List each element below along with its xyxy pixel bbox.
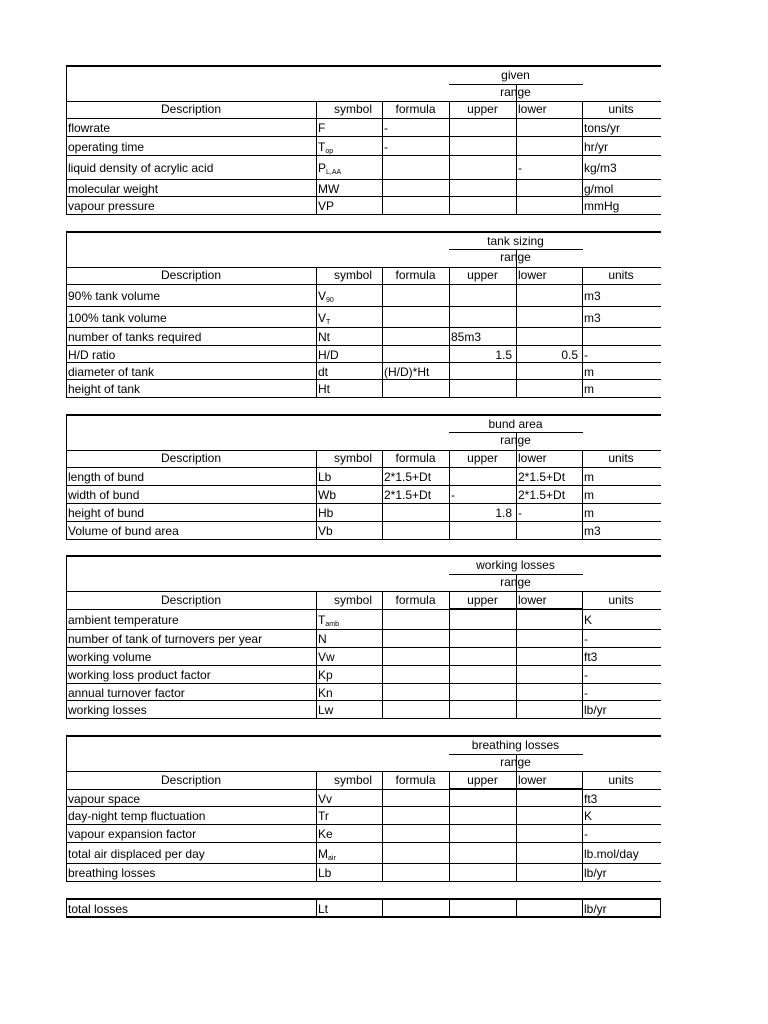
- section-bottom-border: [66, 718, 661, 719]
- symbol-cell[interactable]: $M_{air}$: [318, 847, 336, 862]
- description-cell[interactable]: width of bund: [68, 488, 140, 502]
- description-cell[interactable]: number of tank of turnovers per year: [68, 632, 263, 646]
- total-row-column-line: [516, 899, 517, 918]
- symbol-header: symbol: [333, 593, 372, 607]
- left-border: [66, 267, 67, 398]
- section-top-border: [66, 555, 661, 557]
- formula-cell[interactable]: 2*1.5+Dt: [384, 488, 432, 502]
- symbol-column-line: [316, 771, 317, 882]
- upper-header: upper: [467, 773, 498, 787]
- total-row-column-line: [66, 899, 67, 918]
- row-line: [66, 863, 661, 864]
- formula-header: formula: [395, 451, 436, 465]
- formula-cell[interactable]: -: [384, 140, 388, 154]
- symbol-column-line: [316, 101, 317, 215]
- symbol-cell[interactable]: Vw: [318, 650, 335, 664]
- description-cell[interactable]: vapour pressure: [68, 199, 155, 213]
- symbol-cell[interactable]: $T_{op}$: [318, 140, 334, 155]
- description-cell[interactable]: H/D ratio: [68, 348, 116, 362]
- row-line: [66, 806, 661, 807]
- formula-column-line: [382, 101, 383, 215]
- description-header: Description: [160, 593, 222, 607]
- units-cell[interactable]: -: [584, 686, 588, 700]
- symbol-cell[interactable]: MW: [318, 182, 340, 196]
- symbol-header: symbol: [333, 773, 372, 787]
- units-cell[interactable]: m: [584, 470, 594, 484]
- total-row-bottom-border: [66, 916, 661, 918]
- units-cell[interactable]: tons/yr: [584, 121, 621, 135]
- symbol-cell[interactable]: N: [318, 632, 327, 646]
- units-cell[interactable]: lb/yr: [584, 866, 607, 880]
- symbol-cell[interactable]: H/D: [318, 348, 339, 362]
- lower-column-line: [516, 754, 517, 882]
- symbol-cell[interactable]: $T_{amb}$: [318, 613, 339, 628]
- section-top-border: [66, 735, 661, 737]
- formula-header: formula: [395, 593, 436, 607]
- formula-cell[interactable]: -: [384, 121, 388, 135]
- row-line: [66, 196, 661, 197]
- symbol-cell[interactable]: Lb: [318, 470, 332, 484]
- units-header: units: [608, 773, 634, 787]
- section-title: tank sizing: [487, 234, 544, 248]
- row-line: [66, 629, 661, 630]
- upper-header: upper: [467, 593, 498, 607]
- lower-column-line: [516, 249, 517, 398]
- symbol-cell[interactable]: Wb: [318, 488, 336, 502]
- units-cell[interactable]: g/mol: [584, 182, 614, 196]
- description-cell[interactable]: vapour space: [68, 792, 141, 806]
- total-row-column-line: [582, 899, 583, 918]
- description-header: Description: [160, 773, 222, 787]
- row-line: [66, 327, 661, 328]
- units-cell[interactable]: lb.mol/day: [584, 847, 639, 861]
- total-symbol-cell[interactable]: Lt: [318, 902, 329, 916]
- upper-column-line: [449, 591, 450, 719]
- section-title: bund area: [488, 417, 543, 431]
- row-line: [66, 155, 661, 156]
- lower-cell[interactable]: -: [518, 506, 522, 520]
- section-top-border: [66, 231, 661, 233]
- lower-column-line: [516, 84, 517, 215]
- units-cell[interactable]: kg/m3: [584, 161, 617, 175]
- description-cell[interactable]: operating time: [68, 140, 145, 154]
- range-header: range: [500, 85, 531, 99]
- symbol-column-line: [316, 591, 317, 719]
- total-row-column-line: [382, 899, 383, 918]
- units-column-line: [582, 591, 583, 719]
- left-border: [66, 101, 67, 215]
- row-line: [66, 521, 661, 522]
- upper-cell[interactable]: 1.5: [495, 348, 512, 362]
- formula-header: formula: [395, 102, 436, 116]
- symbol-cell[interactable]: Kn: [318, 686, 333, 700]
- description-cell[interactable]: total air displaced per day: [68, 847, 205, 861]
- lower-cell[interactable]: 0.5: [561, 348, 578, 362]
- units-column-line: [582, 101, 583, 215]
- description-cell[interactable]: ambient temperature: [68, 613, 179, 627]
- symbol-subscript: L,AA: [326, 169, 342, 176]
- units-cell[interactable]: mmHg: [584, 199, 620, 213]
- row-line: [66, 842, 661, 843]
- units-column-line: [582, 267, 583, 398]
- symbol-header: symbol: [333, 268, 372, 282]
- units-cell[interactable]: hr/yr: [584, 140, 608, 154]
- formula-column-line: [382, 771, 383, 882]
- formula-cell[interactable]: 2*1.5+Dt: [384, 470, 432, 484]
- formula-header: formula: [395, 773, 436, 787]
- description-cell[interactable]: working volume: [68, 650, 152, 664]
- symbol-subscript: amb: [325, 621, 339, 628]
- lower-header: lower: [518, 451, 547, 465]
- symbol-cell[interactable]: Vb: [318, 524, 333, 538]
- row-line: [66, 609, 661, 610]
- symbol-subscript: air: [328, 855, 336, 862]
- description-cell[interactable]: length of bund: [68, 470, 145, 484]
- upper-header: upper: [467, 268, 498, 282]
- symbol-cell[interactable]: F: [318, 121, 326, 135]
- row-line: [66, 665, 661, 666]
- row-line: [66, 306, 661, 307]
- units-cell[interactable]: -: [584, 827, 588, 841]
- row-line: [66, 345, 661, 346]
- lower-column-line: [516, 574, 517, 719]
- section-bottom-border: [66, 881, 661, 882]
- units-cell[interactable]: K: [584, 809, 593, 823]
- header-row-line: [66, 771, 661, 772]
- lower-cell[interactable]: -: [518, 161, 522, 175]
- description-cell[interactable]: liquid density of acrylic acid: [68, 161, 214, 175]
- symbol-cell[interactable]: Kp: [318, 668, 333, 682]
- section-title: given: [501, 68, 530, 82]
- description-cell[interactable]: annual turnover factor: [68, 686, 185, 700]
- total-row-column-line: [449, 899, 450, 918]
- units-cell[interactable]: m3: [584, 311, 601, 325]
- section-top-border: [66, 65, 661, 67]
- row-line: [66, 485, 661, 486]
- symbol-subscript: 90: [326, 297, 334, 304]
- symbol-cell[interactable]: VP: [318, 199, 335, 213]
- row-line: [66, 179, 661, 180]
- symbol-header: symbol: [333, 451, 372, 465]
- section-bottom-border: [66, 397, 661, 398]
- row-line: [66, 118, 661, 119]
- symbol-cell[interactable]: Tr: [318, 809, 329, 823]
- upper-cell[interactable]: 1.8: [495, 506, 512, 520]
- upper-column-line: [449, 267, 450, 398]
- description-cell[interactable]: day-night temp fluctuation: [68, 809, 206, 823]
- units-cell[interactable]: -: [584, 668, 588, 682]
- formula-header: formula: [395, 268, 436, 282]
- row-line: [66, 824, 661, 825]
- lower-header: lower: [518, 268, 547, 282]
- upper-cell[interactable]: 85m3: [451, 330, 482, 344]
- formula-column-line: [382, 267, 383, 398]
- units-cell[interactable]: m: [584, 506, 594, 520]
- lower-cell[interactable]: 2*1.5+Dt: [518, 470, 566, 484]
- symbol-header: symbol: [333, 102, 372, 116]
- units-header: units: [608, 451, 634, 465]
- section-bottom-border: [66, 539, 661, 540]
- row-line: [66, 503, 661, 504]
- units-header: units: [608, 593, 634, 607]
- description-cell[interactable]: Volume of bund area: [68, 524, 179, 538]
- units-cell[interactable]: m: [584, 382, 594, 396]
- section-title: breathing losses: [471, 738, 560, 752]
- symbol-cell[interactable]: Lb: [318, 866, 332, 880]
- header-row-line: [66, 591, 661, 592]
- section-title: working losses: [476, 558, 555, 572]
- left-border: [66, 771, 67, 882]
- description-cell[interactable]: 90% tank volume: [68, 289, 161, 303]
- symbol-cell[interactable]: $P_{L,AA}$: [318, 161, 342, 176]
- units-cell[interactable]: m3: [584, 289, 601, 303]
- description-cell[interactable]: molecular weight: [68, 182, 159, 196]
- section-bottom-border: [66, 214, 661, 215]
- row-line: [66, 789, 661, 790]
- units-cell[interactable]: m: [584, 488, 594, 502]
- symbol-subscript: T: [326, 319, 331, 326]
- description-header: Description: [160, 102, 222, 116]
- units-cell[interactable]: -: [584, 632, 588, 646]
- lower-cell[interactable]: 2*1.5+Dt: [518, 488, 566, 502]
- lower-column-line: [516, 432, 517, 540]
- row-line: [66, 683, 661, 684]
- range-header: range: [500, 433, 531, 447]
- upper-header: upper: [467, 451, 498, 465]
- range-header: range: [500, 755, 531, 769]
- symbol-column-line: [316, 267, 317, 398]
- row-line: [66, 136, 661, 137]
- units-cell[interactable]: m3: [584, 524, 601, 538]
- lower-header: lower: [518, 593, 547, 607]
- description-cell[interactable]: breathing losses: [68, 866, 156, 880]
- symbol-cell[interactable]: dt: [318, 365, 329, 379]
- range-header: range: [500, 250, 531, 264]
- left-border: [66, 591, 67, 719]
- description-cell[interactable]: height of bund: [68, 506, 145, 520]
- row-line: [66, 467, 661, 468]
- description-header: Description: [160, 451, 222, 465]
- description-cell[interactable]: diameter of tank: [68, 365, 155, 379]
- row-line: [66, 379, 661, 380]
- range-header: range: [500, 575, 531, 589]
- units-cell[interactable]: ft3: [584, 792, 598, 806]
- units-header: units: [608, 268, 634, 282]
- total-description-cell[interactable]: total losses: [68, 902, 129, 916]
- upper-column-line: [449, 771, 450, 882]
- section-top-border: [66, 414, 661, 416]
- formula-column-line: [382, 591, 383, 719]
- units-cell[interactable]: -: [584, 348, 588, 362]
- units-cell[interactable]: K: [584, 613, 593, 627]
- description-cell[interactable]: flowrate: [68, 121, 111, 135]
- upper-header: upper: [467, 102, 498, 116]
- row-line: [66, 647, 661, 648]
- description-cell[interactable]: working losses: [68, 703, 147, 717]
- symbol-cell[interactable]: Ke: [318, 827, 333, 841]
- row-line: [66, 362, 661, 363]
- description-cell[interactable]: number of tanks required: [68, 330, 202, 344]
- units-cell[interactable]: lb/yr: [584, 703, 607, 717]
- symbol-subscript: op: [325, 148, 334, 155]
- lower-header: lower: [518, 102, 547, 116]
- row-line: [66, 700, 661, 701]
- symbol-cell[interactable]: $V_T$: [318, 311, 331, 326]
- units-header: units: [608, 102, 634, 116]
- total-row-column-line: [660, 899, 661, 918]
- symbol-cell[interactable]: Vv: [318, 792, 333, 806]
- symbol-cell[interactable]: Nt: [318, 330, 330, 344]
- units-cell[interactable]: ft3: [584, 650, 598, 664]
- symbol-cell[interactable]: Hb: [318, 506, 334, 520]
- formula-cell[interactable]: (H/D)*Ht: [384, 365, 430, 379]
- total-units-cell[interactable]: lb/yr: [584, 902, 607, 916]
- description-cell[interactable]: height of tank: [68, 382, 141, 396]
- row-line: [66, 284, 661, 285]
- symbol-cell[interactable]: $V_{90}$: [318, 289, 334, 304]
- description-cell[interactable]: 100% tank volume: [68, 311, 167, 325]
- units-cell[interactable]: m: [584, 365, 594, 379]
- units-column-line: [582, 771, 583, 882]
- upper-cell[interactable]: -: [451, 488, 455, 502]
- upper-column-line: [449, 101, 450, 215]
- description-cell[interactable]: working loss product factor: [68, 668, 211, 682]
- symbol-cell[interactable]: Ht: [318, 382, 330, 396]
- total-row-column-line: [316, 899, 317, 918]
- description-header: Description: [160, 268, 222, 282]
- total-row-top-border: [66, 898, 661, 900]
- symbol-cell[interactable]: Lw: [318, 703, 334, 717]
- lower-header: lower: [518, 773, 547, 787]
- description-cell[interactable]: vapour expansion factor: [68, 827, 197, 841]
